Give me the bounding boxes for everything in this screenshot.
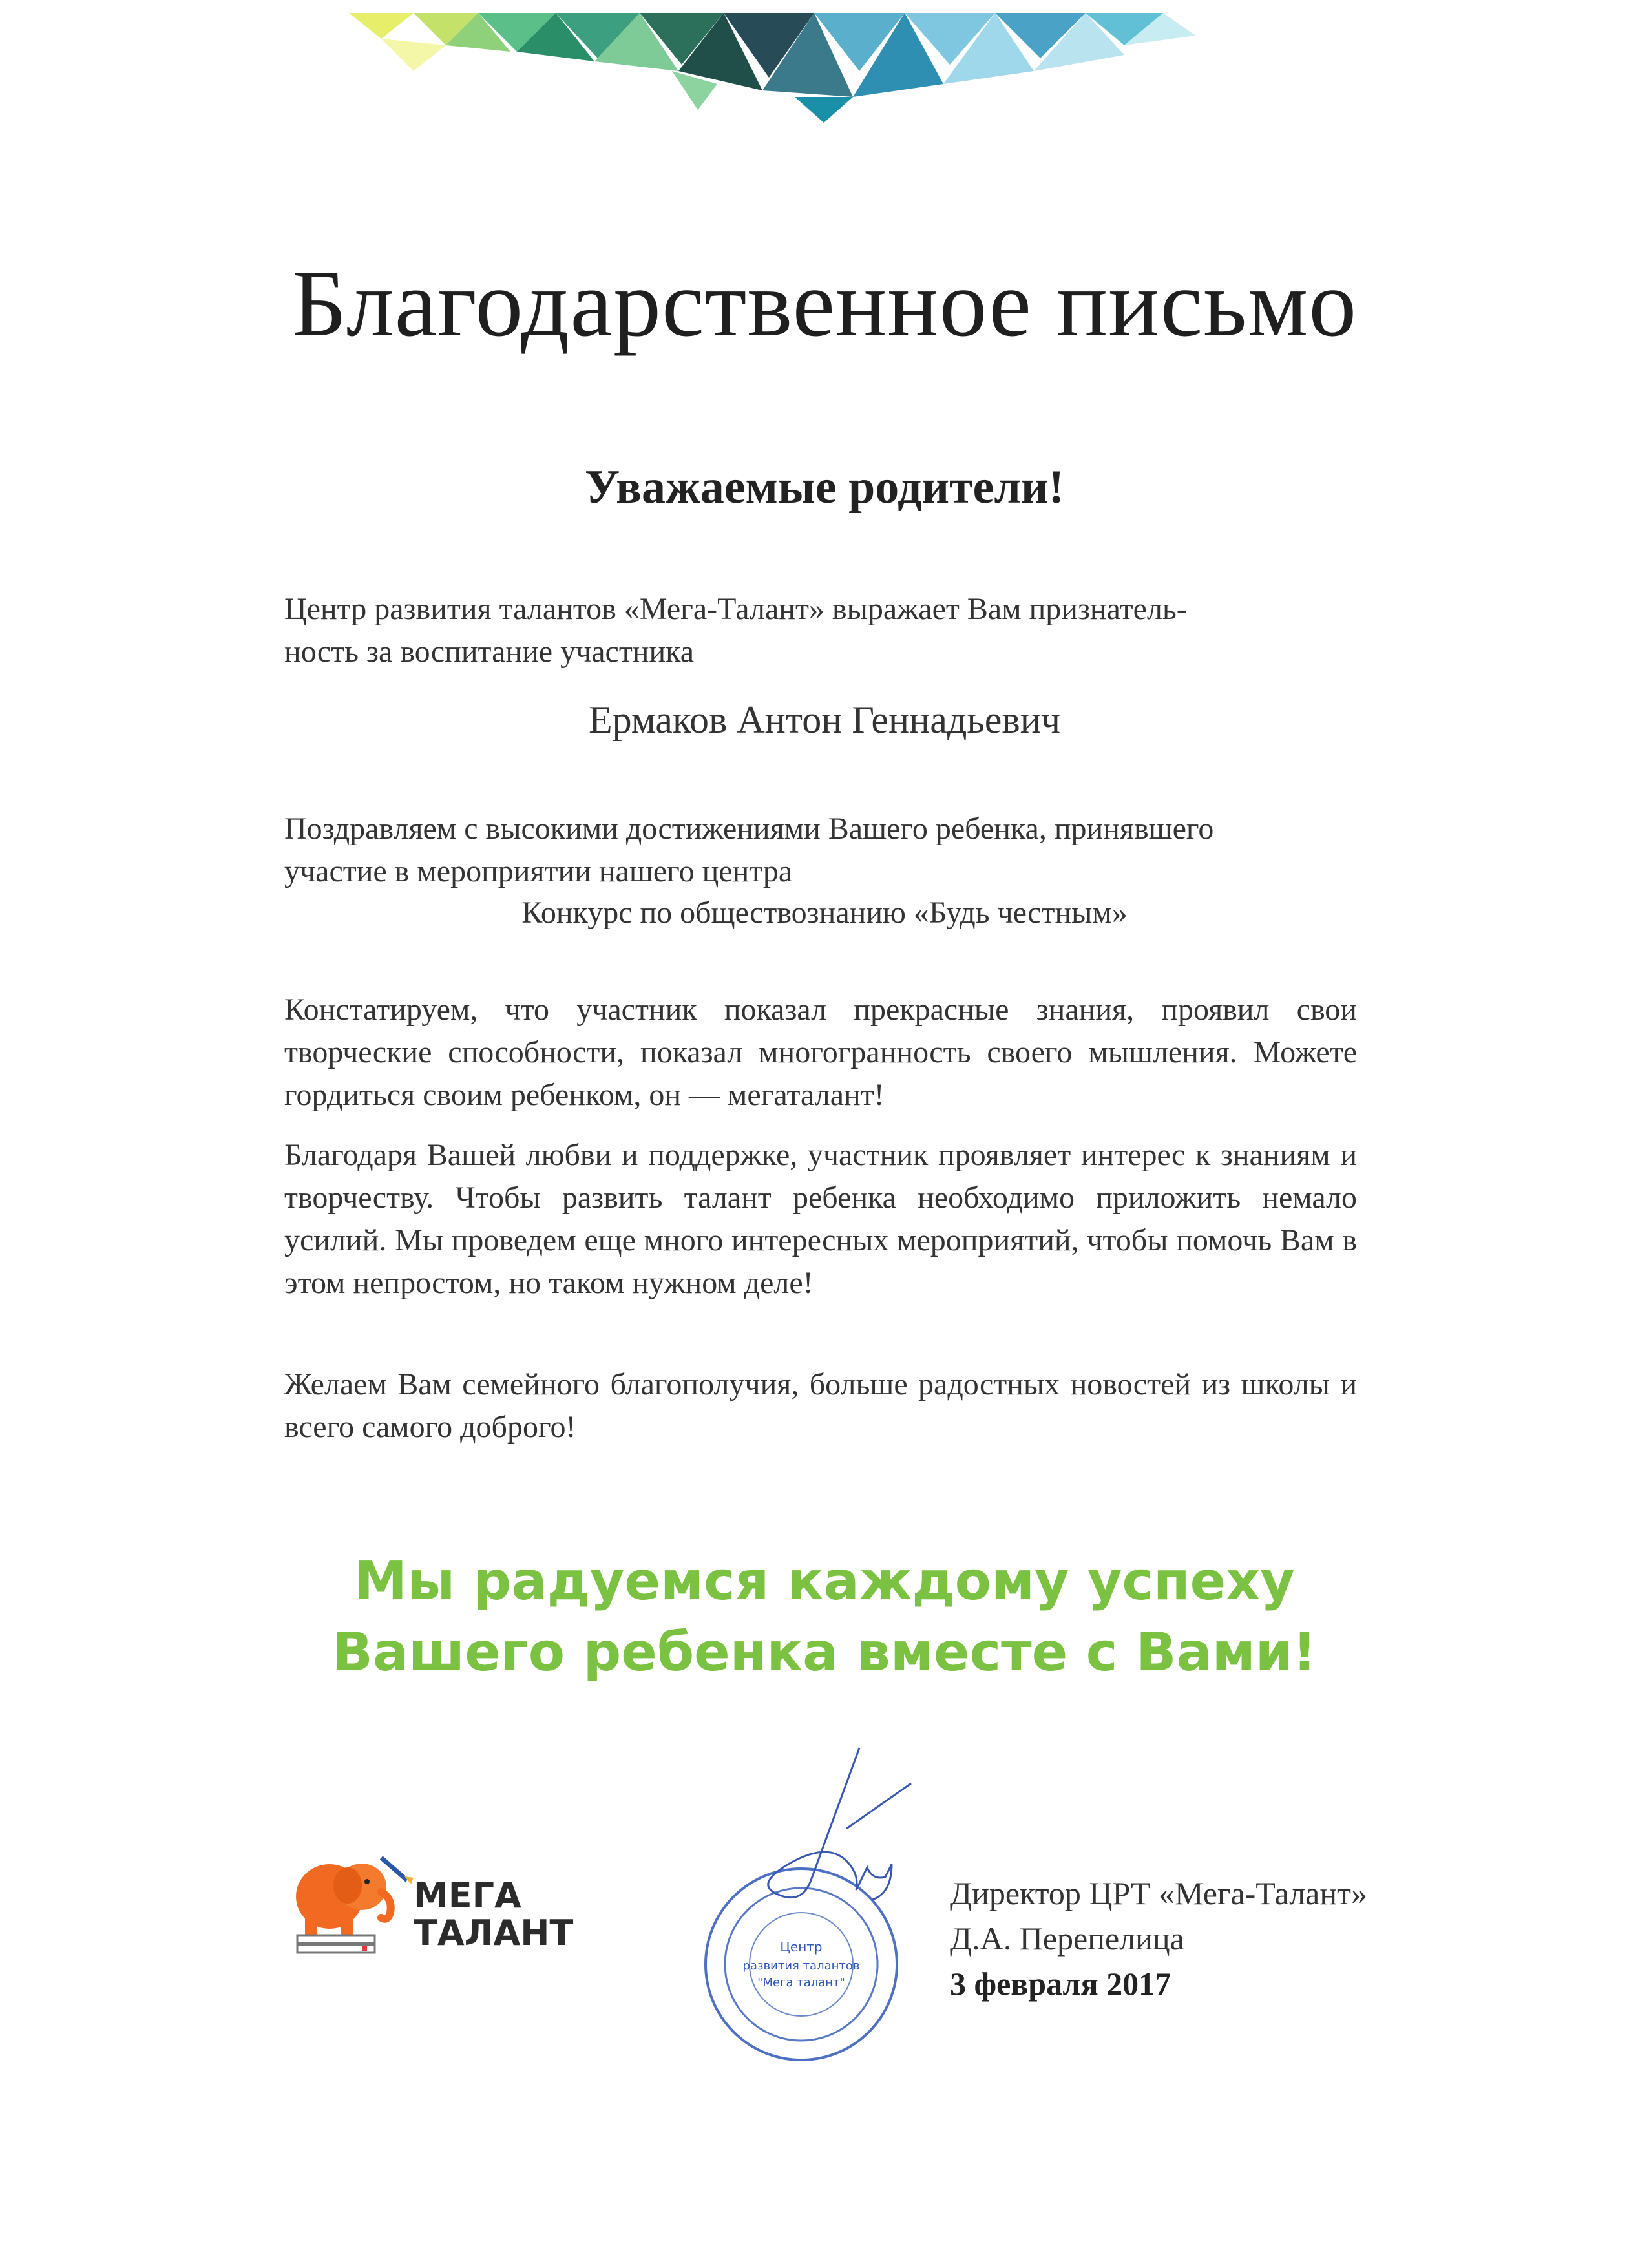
congrats-line-1: Поздравляем с высокими достижениями Вашего ребенка, принявшего (284, 812, 1214, 846)
logo-wordmark: МЕГА ТАЛАНТ (414, 1875, 574, 1953)
event-name: Конкурс по обществознанию «Будь честным» (521, 896, 1128, 930)
paragraph-support: Благодаря Вашей любви и поддержке, участник проявляет интерес к знаниям и творчеству. Чтобы развить талант ребенка необходимо приложить немало усилий. Мы проведем еще много интересных мероприятий, чтобы помочь Вам в этом непростом, но таком нужном деле! (284, 1138, 1357, 1300)
books-icon (297, 1935, 375, 1953)
congrats-paragraph (284, 808, 1357, 893)
stamp-center-line-2: развития талантов (742, 1959, 860, 1973)
official-stamp (698, 1745, 969, 2094)
stamp-center-line-1: Центр (780, 1939, 823, 1955)
intro-line-1: Центр развития талантов «Мега-Талант» выражает Вам признатель- (284, 592, 1187, 626)
triangle-banner (0, 0, 1649, 129)
signature-block (950, 1871, 1367, 2006)
document-title: Благодарственное письмо (291, 251, 1358, 357)
paragraph-wishes: Желаем Вам семейного благополучия, больше радостных новостей из школы и всего самого доброго! (284, 1367, 1357, 1444)
slogan-line-2: Вашего ребенка вместе с Вами! (332, 1622, 1317, 1683)
participant-name: Ермаков Антон Геннадьевич (588, 698, 1061, 741)
signer-name: Д.А. Перепелица (950, 1920, 1184, 1957)
paragraph-achievements: Констатируем, что участник показал прекрасные знания, проявил свои творческие способности, показал многогранность своего мышления. Можете гордиться своим ребенком, он — мегаталант! (284, 992, 1357, 1112)
stamp-center-line-3: "Мега талант" (757, 1976, 845, 1990)
intro-line-2: ность за воспитание участника (284, 635, 695, 669)
congrats-line-2: участие в мероприятии нашего центра (284, 854, 793, 888)
signature-date: 3 февраля 2017 (950, 1966, 1171, 2002)
intro-paragraph (284, 588, 1357, 673)
greeting: Уважаемые родители! (584, 461, 1065, 514)
elephant-icon (296, 1858, 414, 1935)
signer-position: Директор ЦРТ «Мега-Талант» (950, 1875, 1367, 1911)
slogan-line-1: Мы радуемся каждому успеху (354, 1551, 1295, 1612)
